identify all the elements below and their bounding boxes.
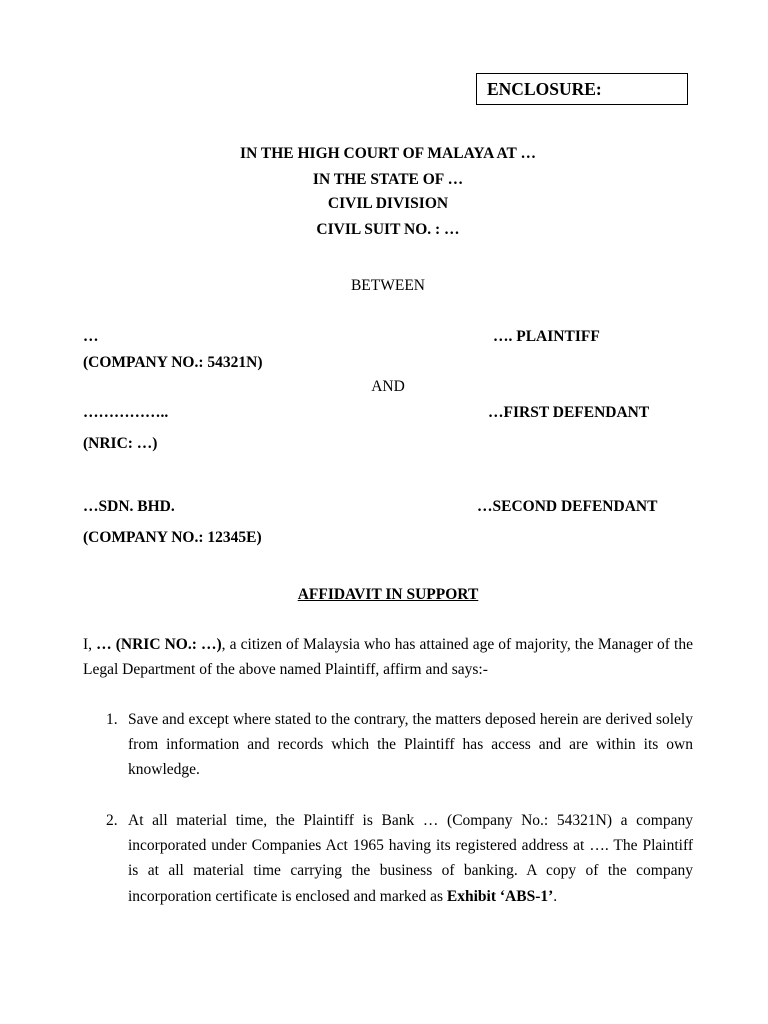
paragraph-number: 2.	[106, 811, 118, 829]
affidavit-title	[83, 582, 693, 607]
enclosure-box	[476, 73, 688, 105]
court-division: CIVIL DIVISION	[327, 194, 449, 212]
intro-line-2: Legal Department of the above named Plaintiff, affirm and says:-	[83, 660, 488, 678]
court-name: IN THE HIGH COURT OF MALAYA AT …	[240, 144, 536, 162]
paragraph-number: 1.	[106, 710, 118, 728]
second-defendant-company-number: (COMPANY NO.: 12345E)	[83, 528, 262, 546]
paragraph-line: is at all material time carrying the business of banking. A copy of the company	[128, 862, 693, 880]
paragraph-line: from information and records which the Plaintiff has access and are within its own	[128, 735, 693, 753]
paragraph-closing-line	[128, 884, 693, 909]
first-defendant-name: ……………..	[83, 403, 169, 421]
intro-text: , a citizen of Malaysia who has attained age of majority, the Manager of the	[221, 635, 693, 653]
intro-paragraph	[83, 632, 693, 682]
paragraph-line: knowledge.	[128, 761, 200, 779]
first-defendant-nric: (NRIC: …)	[83, 434, 158, 452]
plaintiff-company-number: (COMPANY NO.: 54321N)	[83, 353, 263, 371]
plaintiff-name: …	[83, 327, 99, 345]
paragraph-body	[128, 808, 693, 910]
exhibit-reference: Exhibit ‘ABS-1’	[446, 887, 554, 905]
deponent-name: … (NRIC NO.: …)	[96, 635, 222, 653]
affidavit-title-text: AFFIDAVIT IN SUPPORT	[297, 585, 479, 603]
plaintiff-role: …. PLAINTIFF	[493, 327, 600, 345]
second-defendant-name: …SDN. BHD.	[83, 497, 175, 515]
second-defendant-role: …SECOND DEFENDANT	[477, 497, 658, 515]
and-label: AND	[371, 377, 405, 395]
paragraph-line: Save and except where stated to the contrary, the matters deposed herein are derived solely	[128, 710, 693, 728]
between-label: BETWEEN	[350, 276, 426, 294]
paragraph-line: incorporated under Companies Act 1965 having its registered address at …. The Plaintiff	[128, 836, 693, 854]
first-defendant-role: …FIRST DEFENDANT	[488, 403, 650, 421]
court-state: IN THE STATE OF …	[312, 170, 464, 188]
civil-suit-number: CIVIL SUIT NO. : …	[316, 220, 460, 238]
enclosure-label: ENCLOSURE:	[487, 79, 602, 99]
intro-lead: I,	[83, 635, 97, 653]
closing-end: .	[553, 887, 558, 905]
paragraph-body	[128, 707, 693, 783]
closing-text: incorporation certificate is enclosed and marked as	[128, 887, 447, 905]
intro-line-1	[83, 632, 693, 657]
paragraph-line: At all material time, the Plaintiff is Bank … (Company No.: 54321N) a company	[128, 811, 693, 829]
